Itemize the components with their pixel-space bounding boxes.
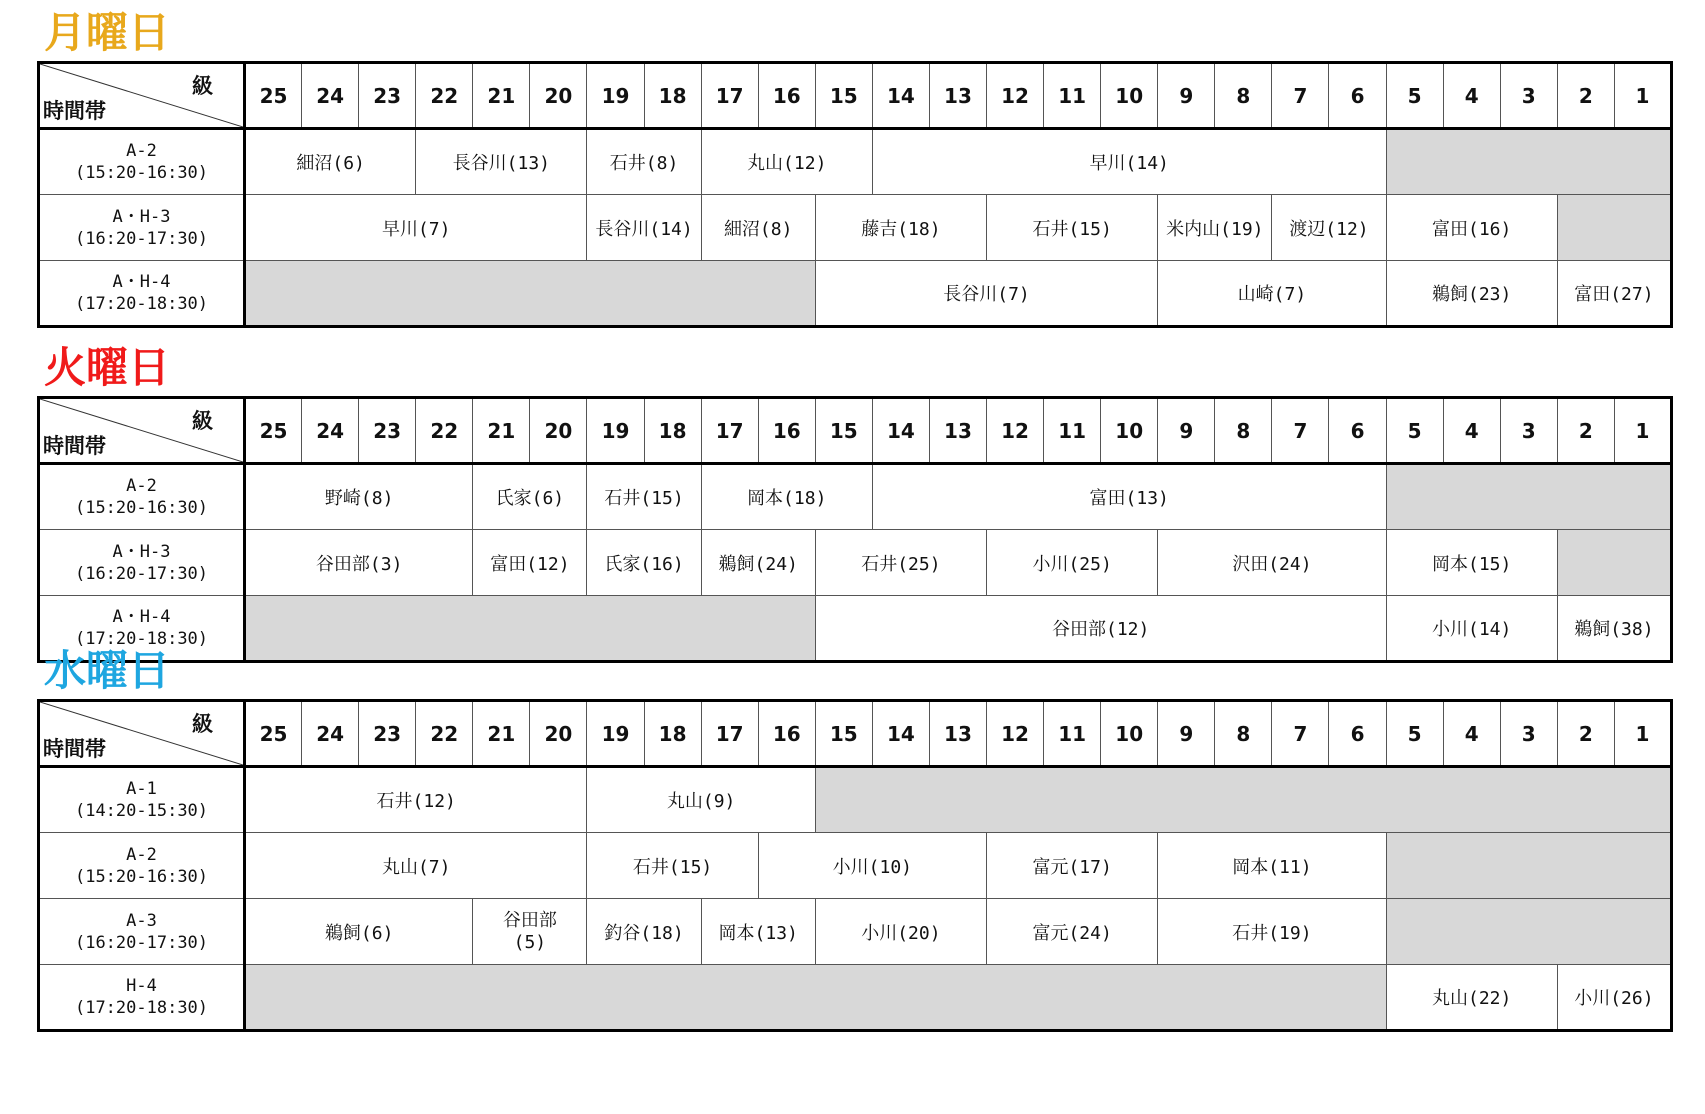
slot-code: A-2 (126, 476, 157, 496)
time-slot-cell (39, 195, 245, 261)
level-header: 21 (473, 701, 530, 767)
class-cell: 氏家(6) (473, 464, 587, 530)
class-cell: 石井(25) (815, 530, 986, 596)
time-slot-cell (39, 261, 245, 327)
level-header: 20 (530, 63, 587, 129)
class-cell: 米内山(19) (1158, 195, 1272, 261)
class-cell: 石井(15) (987, 195, 1158, 261)
class-cell: 細沼(6) (245, 129, 416, 195)
level-header: 19 (587, 63, 644, 129)
class-cell: 富田(13) (872, 464, 1386, 530)
level-header: 11 (1044, 63, 1101, 129)
level-header: 9 (1158, 398, 1215, 464)
slot-code: A-2 (126, 844, 157, 865)
class-cell: 鵜飼(6) (245, 899, 473, 965)
time-slot-cell (39, 833, 245, 899)
level-header: 19 (587, 701, 644, 767)
kyu-label: 級 (192, 712, 213, 736)
level-header: 3 (1500, 63, 1557, 129)
level-header: 20 (530, 398, 587, 464)
slot-time: (15:20-16:30) (74, 498, 209, 518)
class-cell: 石井(15) (587, 833, 758, 899)
slot-time: (16:20-17:30) (74, 563, 209, 584)
slot-code: A-2 (126, 141, 157, 161)
jikan-label: 時間帯 (43, 737, 106, 761)
level-header: 4 (1443, 398, 1500, 464)
level-header: 18 (644, 398, 701, 464)
corner-cell (39, 63, 245, 129)
level-header: 24 (302, 701, 359, 767)
level-header: 2 (1557, 398, 1614, 464)
class-cell: 富元(24) (987, 899, 1158, 965)
header-row (39, 701, 1672, 767)
corner-cell (39, 701, 245, 767)
level-header: 16 (758, 63, 815, 129)
level-header: 17 (701, 398, 758, 464)
slot-time: (17:20-18:30) (74, 998, 209, 1018)
level-header: 6 (1329, 398, 1386, 464)
class-cell: 鵜飼(38) (1557, 596, 1671, 662)
level-header: 11 (1044, 701, 1101, 767)
level-header: 13 (929, 63, 986, 129)
class-cell: 小川(25) (987, 530, 1158, 596)
level-header: 7 (1272, 398, 1329, 464)
time-slot-cell (39, 530, 245, 596)
slot-code: A-3 (126, 910, 157, 931)
day-title: 火曜日 (44, 343, 171, 392)
level-header: 8 (1215, 63, 1272, 129)
level-header: 18 (644, 701, 701, 767)
corner-cell (39, 398, 245, 464)
level-header: 12 (987, 701, 1044, 767)
class-cell: 小川(26) (1557, 965, 1671, 1031)
level-header: 22 (416, 701, 473, 767)
class-cell: 富元(17) (987, 833, 1158, 899)
class-cell: 早川(14) (872, 129, 1386, 195)
time-slot-row (39, 261, 1672, 327)
level-header: 14 (872, 63, 929, 129)
day-title: 水曜日 (44, 646, 171, 695)
level-header: 16 (758, 398, 815, 464)
class-cell: 岡本(13) (701, 899, 815, 965)
class-cell: 石井(8) (587, 129, 701, 195)
level-header: 23 (359, 398, 416, 464)
class-cell: 藤吉(18) (815, 195, 986, 261)
level-header: 16 (758, 701, 815, 767)
level-header: 24 (302, 63, 359, 129)
level-header: 6 (1329, 63, 1386, 129)
time-slot-row (39, 965, 1672, 1031)
class-cell: 渡辺(12) (1272, 195, 1386, 261)
level-header: 13 (929, 701, 986, 767)
kyu-label: 級 (192, 409, 213, 433)
level-header: 19 (587, 398, 644, 464)
level-header: 10 (1101, 398, 1158, 464)
time-slot-row (39, 129, 1672, 195)
empty-cell (245, 965, 1387, 1031)
jikan-label: 時間帯 (43, 434, 106, 458)
level-header: 14 (872, 701, 929, 767)
class-cell: 谷田部(12) (815, 596, 1386, 662)
slot-code: A-1 (126, 779, 157, 799)
empty-cell (1386, 129, 1671, 195)
class-cell: 岡本(11) (1158, 833, 1386, 899)
level-header: 1 (1614, 63, 1671, 129)
empty-cell (1386, 899, 1671, 965)
class-cell: 富田(12) (473, 530, 587, 596)
class-cell: 丸山(9) (587, 767, 815, 833)
slot-code: A・H-4 (112, 607, 171, 627)
time-slot-row (39, 195, 1672, 261)
class-cell: 谷田部(3) (245, 530, 473, 596)
class-cell: 小川(14) (1386, 596, 1557, 662)
level-header: 3 (1500, 398, 1557, 464)
level-header: 25 (245, 398, 302, 464)
empty-cell (1557, 195, 1671, 261)
slot-time: (14:20-15:30) (74, 801, 209, 821)
level-header: 12 (987, 398, 1044, 464)
class-cell: 丸山(22) (1386, 965, 1557, 1031)
level-header: 2 (1557, 63, 1614, 129)
level-header: 11 (1044, 398, 1101, 464)
empty-cell (1557, 530, 1671, 596)
class-cell: 石井(12) (245, 767, 587, 833)
time-slot-cell (39, 899, 245, 965)
class-cell: 富田(27) (1557, 261, 1671, 327)
class-cell: 鵜飼(23) (1386, 261, 1557, 327)
level-header: 4 (1443, 701, 1500, 767)
slot-time: (16:20-17:30) (74, 932, 209, 953)
time-slot-row (39, 530, 1672, 596)
slot-time: (17:20-18:30) (74, 294, 209, 314)
class-cell: 岡本(15) (1386, 530, 1557, 596)
slot-time: (16:20-17:30) (74, 228, 209, 249)
class-cell: 岡本(18) (701, 464, 872, 530)
level-header: 21 (473, 398, 530, 464)
level-header: 3 (1500, 701, 1557, 767)
level-header: 22 (416, 63, 473, 129)
level-header: 5 (1386, 701, 1443, 767)
level-header: 25 (245, 701, 302, 767)
empty-cell (1386, 833, 1671, 899)
slot-code: H-4 (126, 976, 157, 996)
time-slot-row (39, 899, 1672, 965)
class-cell: 長谷川(13) (416, 129, 587, 195)
level-header: 7 (1272, 63, 1329, 129)
level-header: 8 (1215, 398, 1272, 464)
schedule-table (37, 699, 1673, 1032)
level-header: 13 (929, 398, 986, 464)
level-header: 21 (473, 63, 530, 129)
level-header: 1 (1614, 398, 1671, 464)
class-cell: 谷田部 (5) (473, 899, 587, 965)
level-header: 15 (815, 701, 872, 767)
slot-code: A・H-3 (112, 206, 171, 227)
time-slot-row (39, 833, 1672, 899)
time-slot-row (39, 596, 1672, 662)
class-cell: 石井(19) (1158, 899, 1386, 965)
class-cell: 早川(7) (245, 195, 587, 261)
level-header: 17 (701, 701, 758, 767)
level-header: 12 (987, 63, 1044, 129)
class-cell: 長谷川(14) (587, 195, 701, 261)
level-header: 23 (359, 63, 416, 129)
level-header: 22 (416, 398, 473, 464)
level-header: 15 (815, 398, 872, 464)
slot-time: (17:20-18:30) (74, 629, 209, 649)
level-header: 8 (1215, 701, 1272, 767)
kyu-label: 級 (192, 74, 213, 98)
class-cell: 小川(10) (758, 833, 986, 899)
class-cell: 釣谷(18) (587, 899, 701, 965)
level-header: 9 (1158, 701, 1215, 767)
class-cell: 丸山(7) (245, 833, 587, 899)
class-cell: 山崎(7) (1158, 261, 1386, 327)
slot-code: A・H-4 (112, 272, 171, 292)
time-slot-cell (39, 464, 245, 530)
time-slot-row (39, 767, 1672, 833)
level-header: 23 (359, 701, 416, 767)
empty-cell (815, 767, 1671, 833)
day-title: 月曜日 (44, 8, 171, 57)
slot-code: A・H-3 (112, 541, 171, 562)
class-cell: 沢田(24) (1158, 530, 1386, 596)
level-header: 10 (1101, 63, 1158, 129)
header-row (39, 63, 1672, 129)
class-cell: 石井(15) (587, 464, 701, 530)
level-header: 7 (1272, 701, 1329, 767)
level-header: 20 (530, 701, 587, 767)
empty-cell (1386, 464, 1671, 530)
level-header: 1 (1614, 701, 1671, 767)
class-cell: 鵜飼(24) (701, 530, 815, 596)
level-header: 6 (1329, 701, 1386, 767)
class-cell: 富田(16) (1386, 195, 1557, 261)
level-header: 10 (1101, 701, 1158, 767)
level-header: 5 (1386, 63, 1443, 129)
level-header: 25 (245, 63, 302, 129)
class-cell: 丸山(12) (701, 129, 872, 195)
class-cell: 長谷川(7) (815, 261, 1157, 327)
jikan-label: 時間帯 (43, 99, 106, 123)
empty-cell (245, 261, 816, 327)
level-header: 15 (815, 63, 872, 129)
time-slot-row (39, 464, 1672, 530)
class-cell: 氏家(16) (587, 530, 701, 596)
level-header: 9 (1158, 63, 1215, 129)
class-cell: 細沼(8) (701, 195, 815, 261)
level-header: 5 (1386, 398, 1443, 464)
schedule-table (37, 61, 1673, 328)
slot-time: (15:20-16:30) (74, 866, 209, 887)
time-slot-cell (39, 965, 245, 1031)
level-header: 18 (644, 63, 701, 129)
empty-cell (245, 596, 816, 662)
schedule-table (37, 396, 1673, 663)
class-cell: 小川(20) (815, 899, 986, 965)
level-header: 14 (872, 398, 929, 464)
time-slot-cell (39, 767, 245, 833)
level-header: 17 (701, 63, 758, 129)
level-header: 4 (1443, 63, 1500, 129)
level-header: 2 (1557, 701, 1614, 767)
level-header: 24 (302, 398, 359, 464)
class-cell: 野崎(8) (245, 464, 473, 530)
time-slot-cell (39, 129, 245, 195)
slot-time: (15:20-16:30) (74, 163, 209, 183)
header-row (39, 398, 1672, 464)
